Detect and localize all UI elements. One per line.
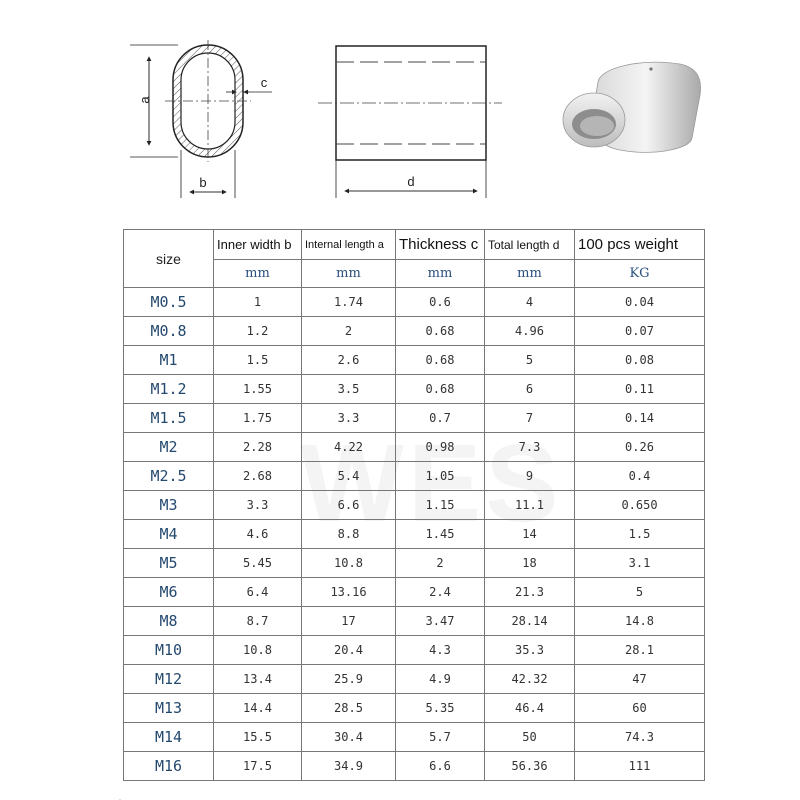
value-cell: 1.75 [214,404,302,433]
table-row [124,491,705,520]
value-cell: 25.9 [302,665,396,694]
value-cell: 20.4 [302,636,396,665]
size-cell: M1.5 [124,404,214,433]
footer-note: · [118,792,122,800]
size-cell: M0.8 [124,317,214,346]
value-cell: 0.68 [396,375,485,404]
dimension-label-c: c [260,75,268,90]
value-cell: 1.5 [214,346,302,375]
value-cell: 34.9 [302,752,396,781]
value-cell: 14.4 [214,694,302,723]
value-cell: 7.3 [485,433,575,462]
value-cell: 11.1 [485,491,575,520]
table-row [124,694,705,723]
column-header-weight: 100 pcs weight [575,230,705,260]
value-cell: 1.45 [396,520,485,549]
value-cell: 6.6 [396,752,485,781]
value-cell: 2.68 [214,462,302,491]
value-cell: 6.6 [302,491,396,520]
value-cell: 0.4 [575,462,705,491]
table-row [124,549,705,578]
value-cell: 3.47 [396,607,485,636]
size-cell: M1 [124,346,214,375]
value-cell: 1.74 [302,288,396,317]
value-cell: 0.26 [575,433,705,462]
unit-internal-length: mm [302,260,396,288]
value-cell: 0.11 [575,375,705,404]
product-ferrule-image [563,62,701,152]
value-cell: 0.6 [396,288,485,317]
size-cell: M2 [124,433,214,462]
value-cell: 28.14 [485,607,575,636]
value-cell: 3.1 [575,549,705,578]
value-cell: 74.3 [575,723,705,752]
value-cell: 21.3 [485,578,575,607]
unit-weight: KG [575,260,705,288]
size-cell: M10 [124,636,214,665]
table-row [124,317,705,346]
value-cell: 14.8 [575,607,705,636]
column-header-total-length: Total length d [485,230,575,260]
table-row [124,607,705,636]
value-cell: 1.55 [214,375,302,404]
value-cell: 4 [485,288,575,317]
value-cell: 2 [396,549,485,578]
value-cell: 2 [302,317,396,346]
size-cell: M6 [124,578,214,607]
value-cell: 3.5 [302,375,396,404]
value-cell: 5.7 [396,723,485,752]
size-cell: M4 [124,520,214,549]
value-cell: 56.36 [485,752,575,781]
table-row [124,404,705,433]
value-cell: 10.8 [302,549,396,578]
value-cell: 2.28 [214,433,302,462]
value-cell: 8.8 [302,520,396,549]
column-header-internal-length: Internal length a [302,230,396,260]
size-cell: M2.5 [124,462,214,491]
size-cell: M16 [124,752,214,781]
value-cell: 4.22 [302,433,396,462]
value-cell: 10.8 [214,636,302,665]
table-row [124,723,705,752]
table-row [124,433,705,462]
value-cell: 4.9 [396,665,485,694]
value-cell: 4.6 [214,520,302,549]
value-cell: 4.3 [396,636,485,665]
value-cell: 1 [214,288,302,317]
value-cell: 9 [485,462,575,491]
table-header-row [124,230,705,260]
table-row [124,375,705,404]
size-cell: M5 [124,549,214,578]
size-cell: M8 [124,607,214,636]
value-cell: 30.4 [302,723,396,752]
value-cell: 42.32 [485,665,575,694]
size-column-header: size [124,230,214,288]
table-row [124,578,705,607]
unit-thickness: mm [396,260,485,288]
value-cell: 2.4 [396,578,485,607]
value-cell: 0.98 [396,433,485,462]
table-row [124,636,705,665]
value-cell: 0.68 [396,317,485,346]
value-cell: 111 [575,752,705,781]
value-cell: 13.16 [302,578,396,607]
table-row [124,520,705,549]
value-cell: 0.68 [396,346,485,375]
table-row [124,462,705,491]
value-cell: 1.5 [575,520,705,549]
value-cell: 5.4 [302,462,396,491]
value-cell: 17 [302,607,396,636]
dimension-label-a: a [137,96,152,104]
value-cell: 13.4 [214,665,302,694]
value-cell: 17.5 [214,752,302,781]
value-cell: 28.1 [575,636,705,665]
table-row [124,346,705,375]
value-cell: 6 [485,375,575,404]
value-cell: 50 [485,723,575,752]
size-cell: M3 [124,491,214,520]
dimension-label-b: b [199,175,207,190]
value-cell: 14 [485,520,575,549]
size-cell: M12 [124,665,214,694]
value-cell: 5.45 [214,549,302,578]
value-cell: 0.07 [575,317,705,346]
value-cell: 7 [485,404,575,433]
value-cell: 0.04 [575,288,705,317]
value-cell: 46.4 [485,694,575,723]
column-header-thickness: Thickness c [396,230,485,260]
dimension-diagram [0,0,800,225]
value-cell: 18 [485,549,575,578]
value-cell: 5 [485,346,575,375]
table-body [124,288,705,781]
size-cell: M13 [124,694,214,723]
size-cell: M14 [124,723,214,752]
value-cell: 35.3 [485,636,575,665]
size-cell: M1.2 [124,375,214,404]
value-cell: 1.2 [214,317,302,346]
table-row [124,288,705,317]
value-cell: 0.14 [575,404,705,433]
value-cell: 28.5 [302,694,396,723]
value-cell: 0.7 [396,404,485,433]
size-cell: M0.5 [124,288,214,317]
value-cell: 15.5 [214,723,302,752]
value-cell: 0.08 [575,346,705,375]
value-cell: 60 [575,694,705,723]
column-header-inner-width: Inner width b [214,230,302,260]
value-cell: 1.05 [396,462,485,491]
value-cell: 6.4 [214,578,302,607]
table-row [124,752,705,781]
value-cell: 1.15 [396,491,485,520]
table-row [124,665,705,694]
value-cell: 5 [575,578,705,607]
value-cell: 47 [575,665,705,694]
specification-table [123,229,705,781]
value-cell: 2.6 [302,346,396,375]
unit-inner-width: mm [214,260,302,288]
value-cell: 5.35 [396,694,485,723]
value-cell: 3.3 [214,491,302,520]
value-cell: 4.96 [485,317,575,346]
unit-total-length: mm [485,260,575,288]
value-cell: 8.7 [214,607,302,636]
dimension-label-d: d [407,174,415,189]
value-cell: 0.650 [575,491,705,520]
value-cell: 3.3 [302,404,396,433]
